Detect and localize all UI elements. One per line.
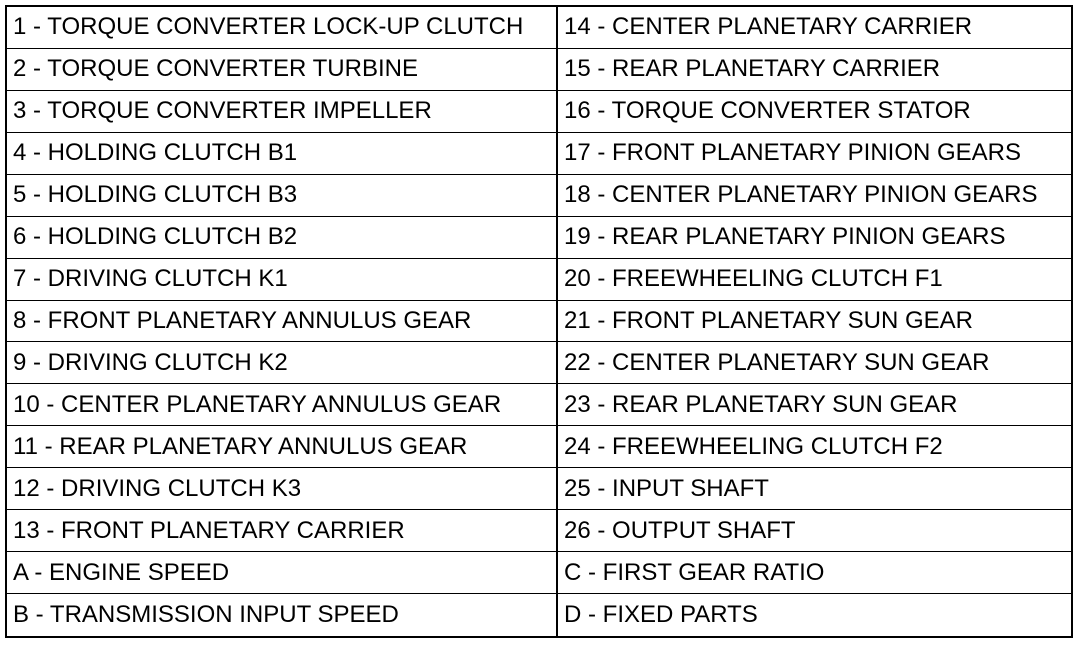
legend-entry-15: 15 - REAR PLANETARY CARRIER (558, 49, 1071, 91)
legend-entry-22: 22 - CENTER PLANETARY SUN GEAR (558, 342, 1071, 384)
legend-entry-23: 23 - REAR PLANETARY SUN GEAR (558, 384, 1071, 426)
legend-entry-11: 11 - REAR PLANETARY ANNULUS GEAR (7, 426, 558, 468)
legend-entry-12: 12 - DRIVING CLUTCH K3 (7, 468, 558, 510)
legend-entry-25: 25 - INPUT SHAFT (558, 468, 1071, 510)
legend-entry-4: 4 - HOLDING CLUTCH B1 (7, 133, 558, 175)
legend-entry-a: A - ENGINE SPEED (7, 552, 558, 594)
legend-entry-3: 3 - TORQUE CONVERTER IMPELLER (7, 91, 558, 133)
legend-entry-6: 6 - HOLDING CLUTCH B2 (7, 217, 558, 259)
legend-entry-9: 9 - DRIVING CLUTCH K2 (7, 342, 558, 384)
legend-entry-16: 16 - TORQUE CONVERTER STATOR (558, 91, 1071, 133)
legend-entry-26: 26 - OUTPUT SHAFT (558, 510, 1071, 552)
legend-entry-21: 21 - FRONT PLANETARY SUN GEAR (558, 301, 1071, 343)
legend-entry-20: 20 - FREEWHEELING CLUTCH F1 (558, 259, 1071, 301)
legend-entry-17: 17 - FRONT PLANETARY PINION GEARS (558, 133, 1071, 175)
legend-entry-d: D - FIXED PARTS (564, 601, 758, 629)
legend-entry-8: 8 - FRONT PLANETARY ANNULUS GEAR (7, 301, 558, 343)
legend-entry-2: 2 - TORQUE CONVERTER TURBINE (7, 49, 558, 91)
legend-entry-18: 18 - CENTER PLANETARY PINION GEARS (558, 175, 1071, 217)
legend-entry-b: B - TRANSMISSION INPUT SPEED (7, 594, 558, 636)
legend-entry-14: 14 - CENTER PLANETARY CARRIER (558, 7, 1071, 49)
legend-entry-7: 7 - DRIVING CLUTCH K1 (7, 259, 558, 301)
legend-entry-19: 19 - REAR PLANETARY PINION GEARS (558, 217, 1071, 259)
legend-entry-1: 1 - TORQUE CONVERTER LOCK-UP CLUTCH (7, 7, 558, 49)
legend-entry-13: 13 - FRONT PLANETARY CARRIER (7, 510, 558, 552)
legend-entry-c: C - FIRST GEAR RATIO (558, 552, 1071, 594)
legend-entry-5: 5 - HOLDING CLUTCH B3 (7, 175, 558, 217)
legend-entry-10: 10 - CENTER PLANETARY ANNULUS GEAR (7, 384, 558, 426)
legend-entry-24: 24 - FREEWHEELING CLUTCH F2 (558, 426, 1071, 468)
legend-table (5, 5, 1073, 638)
